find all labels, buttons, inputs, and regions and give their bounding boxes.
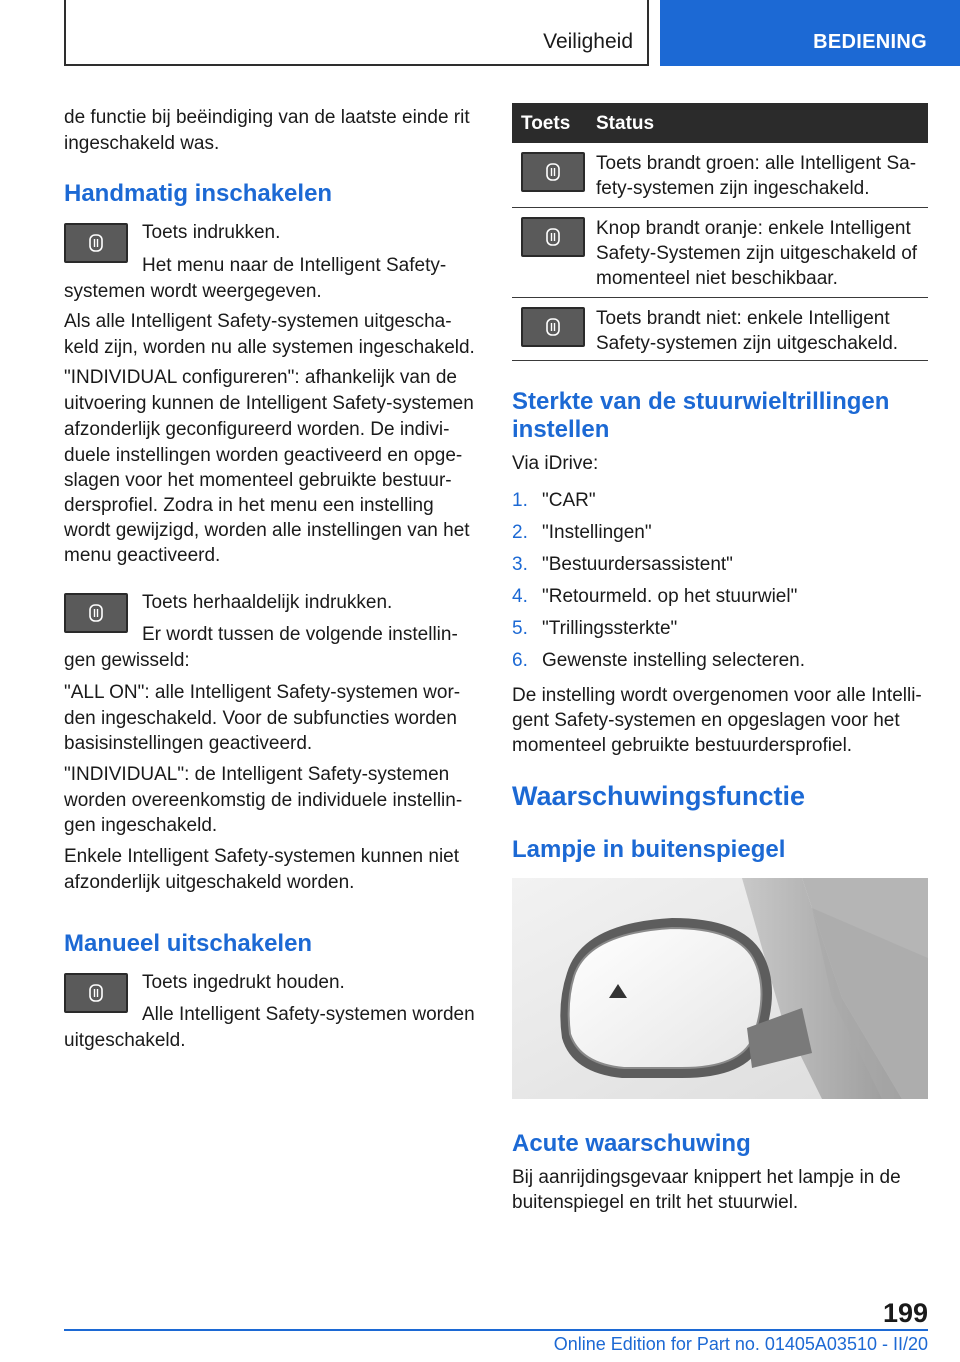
step-number: 1. <box>512 490 528 511</box>
row2-line-1: Knop brandt oranje: enkele Intelligent <box>596 218 911 239</box>
heading-mirror: Lampje in buitenspiegel <box>512 836 786 863</box>
row2-line-2: Safety-Systemen zijn uitgeschakeld of <box>596 243 918 264</box>
para1-line-1: Als alle Intelligent Safety-systemen uitgescha- <box>64 311 452 332</box>
para2-line-2: uitvoering kunnen de Intelligent Safety-systemen <box>64 393 474 414</box>
header-section-title: Veiligheid <box>543 30 633 53</box>
para4-line-3: gen ingeschakeld. <box>64 815 218 836</box>
heading-acute: Acute waarschuwing <box>512 1130 751 1157</box>
row1-line-2: fety-systemen zijn ingeschakeld. <box>596 178 870 199</box>
intro-line-2: ingeschakeld was. <box>64 133 220 154</box>
page-number: 199 <box>882 1298 928 1328</box>
table-header <box>512 103 928 143</box>
manual-off-step: Toets ingedrukt houden. <box>142 972 345 993</box>
para2-line-5: slagen voor het momenteel gebruikte bestuur- <box>64 470 452 491</box>
row1-line-1: Toets brandt groen: alle Intelligent Sa- <box>596 153 917 174</box>
row2-line-3: momenteel niet beschikbaar. <box>596 268 838 289</box>
para2-line-4: duele instellingen worden geactiveerd en opge- <box>64 445 463 466</box>
safety-button-icon <box>64 973 128 1013</box>
para3-line-1: "ALL ON": alle Intelligent Safety-systemen wor- <box>64 682 461 703</box>
step-number: 3. <box>512 554 528 575</box>
safety-button-off-icon <box>521 307 585 347</box>
step-text: "Trillingssterkte" <box>542 618 678 639</box>
para2-line-3: afzonderlijk geconfigureerd worden. De indivi- <box>64 419 450 440</box>
manual-on-result2-2: gen gewisseld: <box>64 650 190 671</box>
para2-line-7: wordt gewijzigd, worden alle instellingen van het <box>64 520 470 541</box>
table-row <box>512 298 928 361</box>
step-text: "Retourmeld. op het stuurwiel" <box>542 586 798 607</box>
row3-line-1: Toets brandt niet: enkele Intelligent <box>596 308 890 329</box>
manual-off-result-1: Alle Intelligent Safety-systemen worden <box>142 1004 475 1025</box>
heading-vibration-2: instellen <box>512 416 610 443</box>
manual-on-step: Toets indrukken. <box>142 222 281 243</box>
acute-line-2: buitenspiegel en trilt het stuurwiel. <box>512 1192 799 1213</box>
edition-text: Online Edition for Part no. 01405A03510 - II/20 <box>553 1334 928 1354</box>
step-number: 6. <box>512 650 528 671</box>
heading-vibration-1: Sterkte van de stuurwieltrillingen <box>512 388 890 415</box>
para5-line-2: afzonderlijk uitgeschakeld worden. <box>64 872 355 893</box>
mirror-illustration <box>512 878 928 1099</box>
heading-manual-on: Handmatig inschakelen <box>64 180 333 207</box>
table-row <box>512 143 928 208</box>
manual-on-result-1: Het menu naar de Intelligent Safety- <box>142 255 447 276</box>
header-chapter-tab <box>660 0 960 66</box>
manual-on-result-2: systemen wordt weergegeven. <box>64 281 322 302</box>
para5-line-1: Enkele Intelligent Safety-systemen kunnen niet <box>64 846 460 867</box>
note-line-3: momenteel gebruikte bestuurdersprofiel. <box>512 735 853 756</box>
row3-line-2: Safety-systemen zijn uitgeschakeld. <box>596 333 899 354</box>
step-text: Gewenste instelling selecteren. <box>542 650 805 671</box>
acute-line-1: Bij aanrijdingsgevaar knippert het lampje in de <box>512 1167 901 1188</box>
para2-line-6: dersprofiel. Zodra in het menu een instelling <box>64 495 434 516</box>
table-row <box>512 208 928 298</box>
header-section-box <box>64 0 649 66</box>
step-number: 5. <box>512 618 528 639</box>
note-line-1: De instelling wordt overgenomen voor alle Intelli- <box>512 685 922 706</box>
manual-on-step2: Toets herhaaldelijk indrukken. <box>142 592 393 613</box>
via-idrive: Via iDrive: <box>512 453 599 474</box>
para3-line-2: den ingeschakeld. Voor de subfuncties worden <box>64 708 457 729</box>
para3-line-3: basisinstellingen geactiveerd. <box>64 733 313 754</box>
intro-line-1: de functie bij beëindiging van de laatste einde rit <box>64 107 470 128</box>
manual-off-result-2: uitgeschakeld. <box>64 1030 186 1051</box>
table-col-status: Status <box>596 113 655 134</box>
footer-divider <box>64 1329 928 1331</box>
para4-line-2: worden overeenkomstig de individuele instellin- <box>64 790 463 811</box>
para2-line-8: menu geactiveerd. <box>64 545 221 566</box>
heading-warning: Waarschuwingsfunctie <box>512 781 806 811</box>
table-col-toets: Toets <box>521 113 571 134</box>
step-number: 4. <box>512 586 528 607</box>
step-text: "Instellingen" <box>542 522 652 543</box>
header-chapter-title: BEDIENING <box>813 31 927 53</box>
para2-line-1: "INDIVIDUAL configureren": afhankelijk van de <box>64 367 457 388</box>
para1-line-2: keld zijn, worden nu alle systemen ingeschakeld. <box>64 337 475 358</box>
note-line-2: gent Safety-systemen en opgeslagen voor het <box>512 710 900 731</box>
safety-button-icon <box>64 593 128 633</box>
para4-line-1: "INDIVIDUAL": de Intelligent Safety-systemen <box>64 764 450 785</box>
safety-button-icon <box>64 223 128 263</box>
manual-on-result2-1: Er wordt tussen de volgende instellin- <box>142 624 458 645</box>
safety-button-green-icon <box>521 152 585 192</box>
step-number: 2. <box>512 522 528 543</box>
safety-button-orange-icon <box>521 217 585 257</box>
step-text: "Bestuurdersassistent" <box>542 554 733 575</box>
step-text: "CAR" <box>542 490 596 511</box>
heading-manual-off: Manueel uitschakelen <box>64 930 313 957</box>
